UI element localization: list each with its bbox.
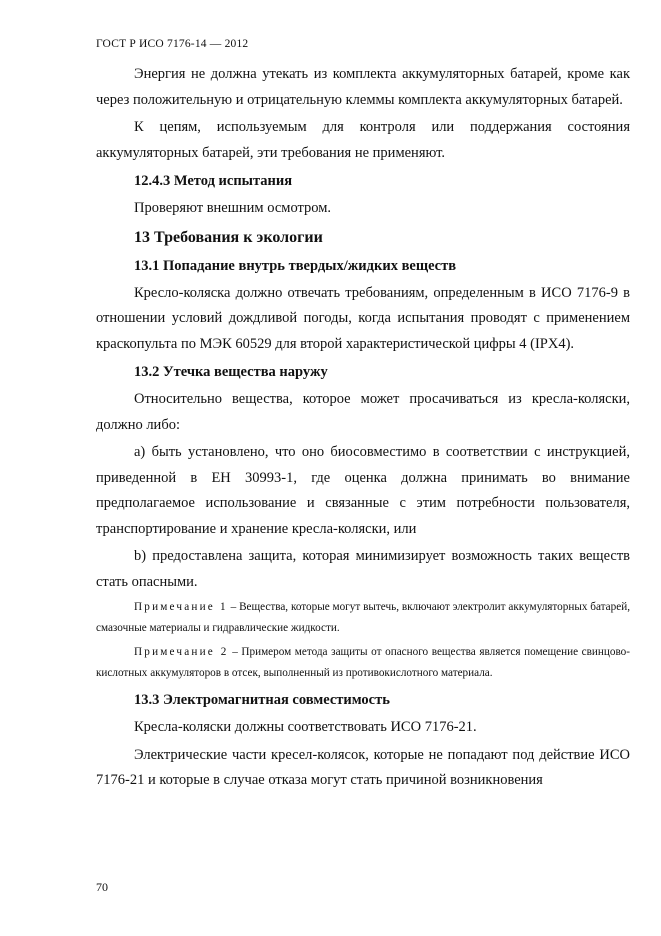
paragraph-leakage-intro: Относительно вещества, которое может просачиваться из кресла-коляски, должно либо: — [96, 391, 630, 433]
document-header: ГОСТ Р ИСО 7176-14 — 2012 — [96, 38, 249, 50]
paragraph-energy-leak: Энергия не должна утекать из комплекта аккумуляторных батарей, кроме как через положительную и отрицательную клеммы комплекта аккумуляторных батарей. — [96, 66, 630, 108]
paragraph-electrical-parts: Электрические части кресел-колясок, которые не попадают под действие ИСО 7176-21 и которые в случае отказа могут стать причиной возникновения — [96, 746, 630, 788]
note-1 — [96, 597, 630, 638]
note-1-text: – Вещества, которые могут вытечь, включают электролит аккумуляторных батарей, смазочные материалы и гидравлические жидкости. — [96, 601, 630, 634]
heading-13-3: 13.3 Электромагнитная совместимость — [134, 692, 390, 708]
heading-13-2: 13.2 Утечка вещества наружу — [134, 364, 328, 380]
paragraph-visual-inspection: Проверяют внешним осмотром. — [134, 200, 332, 216]
list-item-b: b) предоставлена защита, которая минимизирует возможность таких веществ стать опасными. — [96, 548, 630, 590]
heading-13-1: 13.1 Попадание внутрь твердых/жидких веществ — [134, 257, 457, 274]
heading-12-4-3: 12.4.3 Метод испытания — [134, 173, 293, 189]
note-2-text: – Примером метода защиты от опасного вещества является помещение свинцово-кислотных аккумуляторов в отсек, выполненный из противокислотного материала. — [96, 646, 630, 679]
paragraph-monitoring-circuits: К цепям, используемым для контроля или поддержания состояния аккумуляторных батарей, эти требования не применяют. — [96, 119, 630, 161]
heading-13: 13 Требования к экологии — [134, 228, 323, 246]
note-2 — [96, 642, 630, 683]
note-1-label: Примечание 1 — [134, 601, 228, 613]
note-2-label: Примечание 2 — [134, 646, 229, 658]
paragraph-ingress: Кресло-коляска должно отвечать требованиям, определенным в ИСО 7176-9 в отношении условий дождливой погоды, когда испытания проводят с применением краскопульта по МЭК 60529 для второй характеристической цифры 4 (IPX4). — [96, 284, 630, 352]
page-body — [96, 62, 630, 796]
page-number: 70 — [96, 880, 108, 894]
list-item-a: а) быть установлено, что оно биосовместимо в соответствии с инструкцией, приведенной в ЕН 30993-1, где оценка должна принимать во внимание предполагаемое использование и связанные с этим потребности пользователя, транспортирование и хранение кресла-коляски, или — [96, 444, 630, 537]
paragraph-emc-compliance: Кресла-коляски должны соответствовать ИСО 7176-21. — [134, 719, 477, 735]
